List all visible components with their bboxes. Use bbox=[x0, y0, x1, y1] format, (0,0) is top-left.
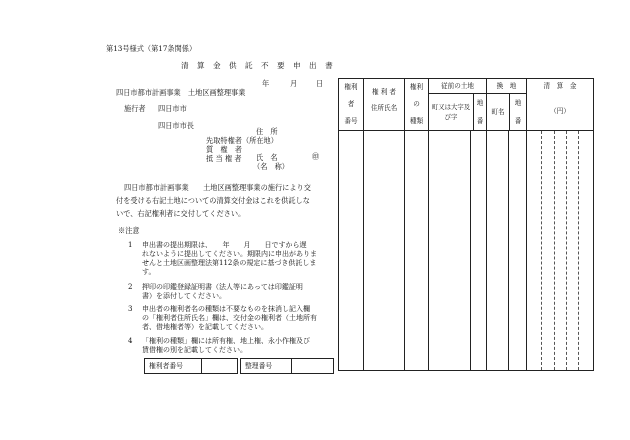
cell-former-town[interactable] bbox=[429, 131, 471, 371]
reference-number-label: 整理番号 bbox=[241, 359, 292, 373]
header-settlement-amount: 清 算 金 （円） bbox=[527, 79, 594, 131]
note-line: 申出者の権利者名の種類は不要なものを抹消し記入欄 bbox=[142, 305, 310, 313]
cell-amount-digit[interactable] bbox=[542, 131, 555, 371]
cell-amount-digit[interactable] bbox=[527, 131, 542, 371]
body-line-1: 四日市都市計画事業 土地区画整理事業の施行により交 bbox=[124, 183, 311, 192]
cell-former-lot[interactable] bbox=[471, 131, 487, 371]
note-line: 「権利の種類」欄には所有権、地上権、永小作権及び bbox=[142, 337, 310, 345]
cell-rights-holder-address[interactable] bbox=[364, 131, 405, 371]
note-line: せんと土地区画整理法第112条の規定に基づき供託しま bbox=[142, 259, 317, 268]
note-line: 申出書の提出期限は、 年 月 日ですから遅 bbox=[142, 241, 307, 249]
cell-amount-digit[interactable] bbox=[555, 131, 567, 371]
note-item-3 bbox=[128, 305, 338, 332]
rights-holder-number-field[interactable] bbox=[199, 359, 237, 373]
mayor: 四日市市長 bbox=[158, 121, 194, 130]
applicant-name-label: 氏 名 bbox=[256, 153, 278, 162]
reference-number-field[interactable] bbox=[289, 359, 333, 373]
form-title: 清 算 金 供 託 不 要 申 出 書 bbox=[181, 61, 336, 70]
applicant-seal: ㊞ bbox=[312, 152, 320, 161]
applicant-name-sub: （名 称） bbox=[253, 162, 289, 171]
land-table bbox=[338, 78, 594, 371]
form-number: 第13号様式（第17条関係） bbox=[106, 44, 197, 53]
note-line: 書）を添付してください。 bbox=[142, 292, 226, 301]
note-item-1 bbox=[128, 241, 338, 277]
note-line: 者、借地権者等）を記載してください。 bbox=[142, 323, 268, 332]
addressee: 四日市都市計画事業 土地区画整理事業 bbox=[116, 88, 246, 97]
executor-name: 四日市市 bbox=[158, 104, 187, 113]
cell-replot-lot[interactable] bbox=[509, 131, 527, 371]
applicant-address-sub: 先取特権者（所在地） bbox=[206, 136, 278, 145]
applicant-mortgage: 抵 当 権 者 bbox=[206, 154, 242, 163]
rights-holder-number-label: 権利者番号 bbox=[145, 359, 202, 373]
note-line: す。 bbox=[142, 268, 156, 277]
date-day: 日 bbox=[316, 79, 324, 88]
note-number: 4 bbox=[128, 337, 133, 345]
note-item-4 bbox=[128, 337, 338, 355]
table-body-row bbox=[339, 131, 594, 371]
body-line-3: いで、右記権利者に交付してください。 bbox=[116, 209, 246, 218]
date-month: 月 bbox=[290, 79, 298, 88]
date-year: 年 bbox=[262, 79, 270, 88]
cell-rights-holder-number[interactable] bbox=[339, 131, 364, 371]
applicant-pledge: 質 権 者 bbox=[206, 145, 242, 154]
cell-amount-digit[interactable] bbox=[579, 131, 594, 371]
header-former-land: 従前の土地 町又は大字及び字 地 番 bbox=[429, 79, 487, 131]
header-rights-holder-address: 権 利 者 住所氏名 bbox=[364, 79, 405, 131]
header-right-type: 権利 の 種類 bbox=[405, 79, 429, 131]
cell-right-type[interactable] bbox=[405, 131, 429, 371]
rights-holder-number-box bbox=[144, 358, 238, 374]
note-line: れないように提出してください。期限内に申出がありま bbox=[142, 250, 317, 259]
notes-heading: ※注意 bbox=[118, 226, 140, 235]
note-number: 3 bbox=[128, 305, 133, 313]
cell-replot-town[interactable] bbox=[487, 131, 509, 371]
applicant-address-label: 住 所 bbox=[256, 127, 278, 136]
note-line: 押印の印鑑登録証明書（法人等にあっては印鑑証明 bbox=[142, 283, 303, 291]
note-item-2 bbox=[128, 283, 338, 301]
header-rights-holder-number: 権利 者 番号 bbox=[339, 79, 364, 131]
body-line-2: 付を受ける右記土地についての清算交付金はこれを供託しな bbox=[116, 196, 310, 205]
header-replotted-land: 換 地 町名 地 番 bbox=[487, 79, 527, 131]
note-number: 2 bbox=[128, 283, 133, 291]
note-line: 賃借権の別を記載してください。 bbox=[142, 346, 247, 355]
note-line: の「権利者住所氏名」欄は、交付金の権利者（土地所有 bbox=[142, 314, 317, 323]
note-number: 1 bbox=[128, 241, 133, 249]
executor-label: 施行者 bbox=[124, 104, 146, 113]
cell-amount-digit[interactable] bbox=[567, 131, 579, 371]
reference-number-box bbox=[240, 358, 334, 374]
